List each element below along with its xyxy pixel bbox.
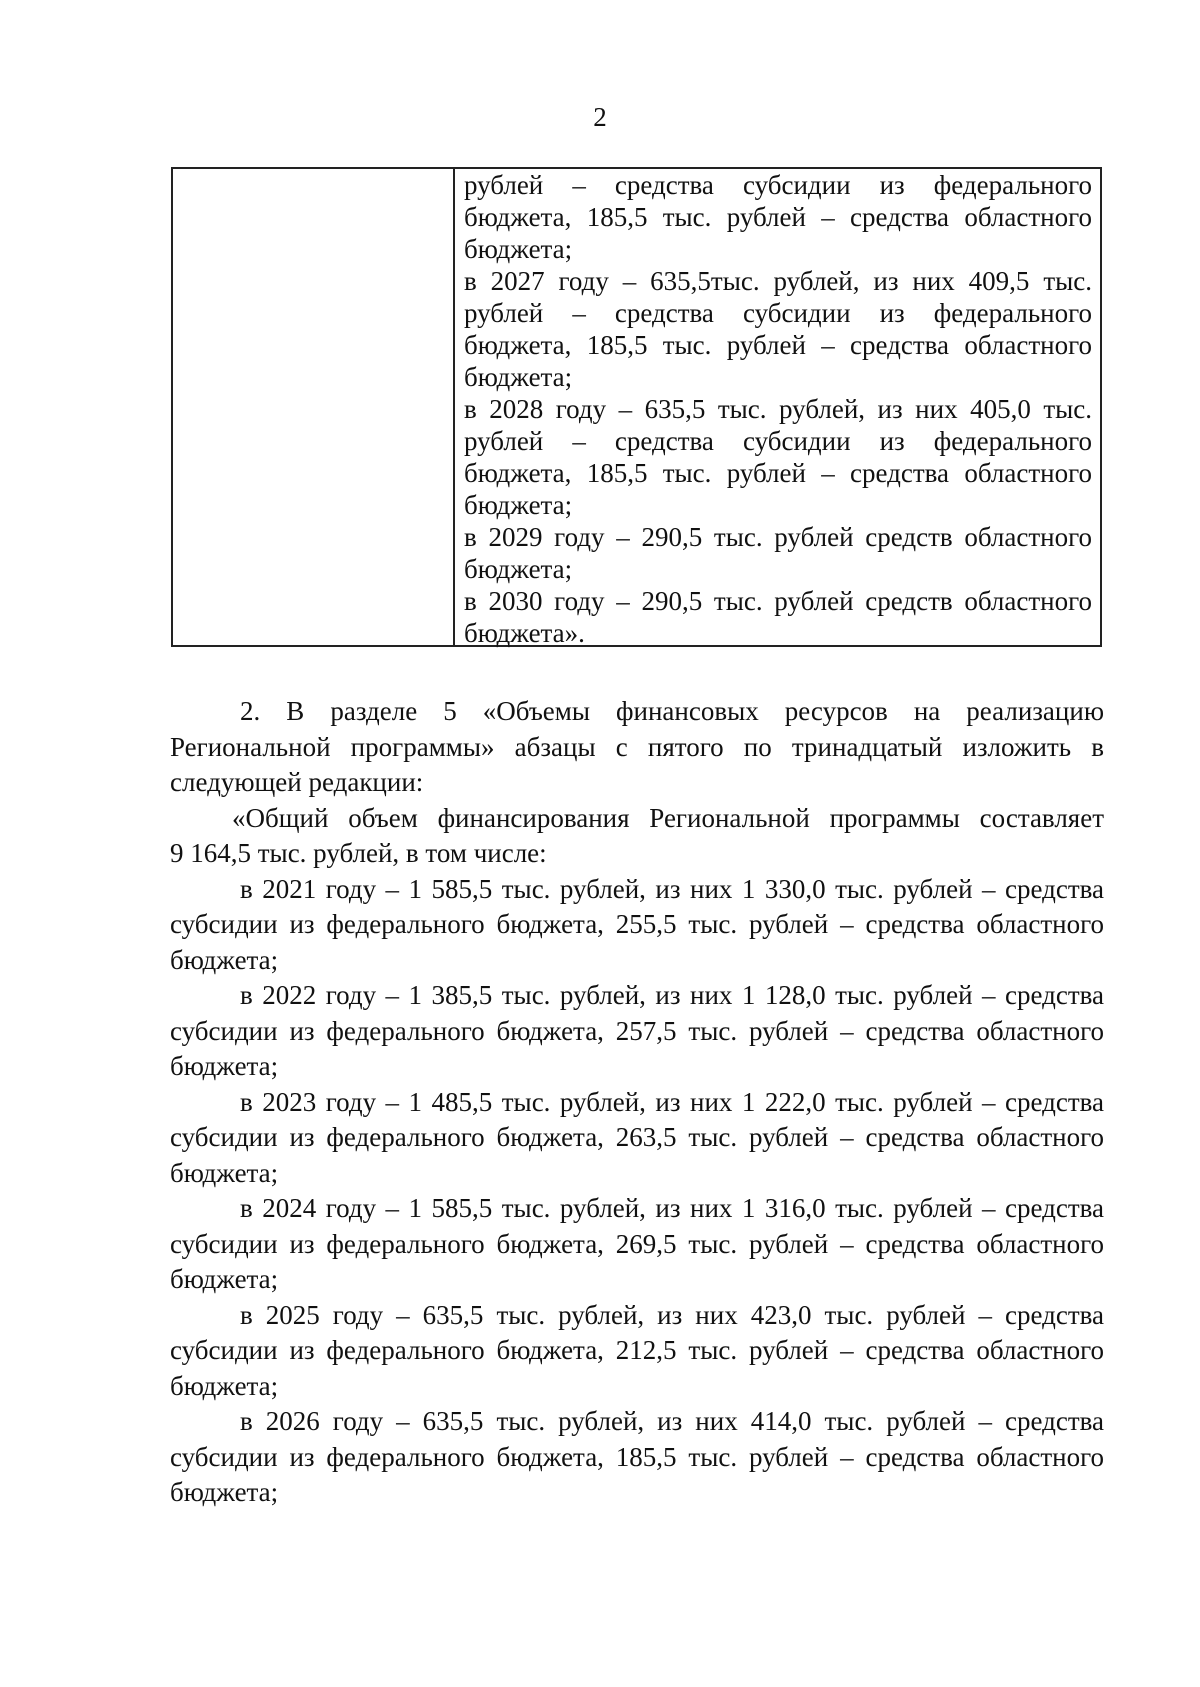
paragraph-line: бюджета; — [170, 1370, 279, 1401]
paragraph-line: следующей редакции: — [170, 767, 424, 797]
paragraph-line: в 2024 году – 1 585,5 тыс. рублей, из них 1 316,0 тыс. рублей – средства — [240, 1193, 1104, 1223]
document-body — [170, 694, 1104, 1511]
paragraph-line: бюджета; — [170, 1477, 279, 1507]
table-text-line: в 2027 году – 635,5тыс. рублей, из них 409,5 тыс. — [464, 266, 1092, 296]
paragraph-line: в 2026 году – 635,5 тыс. рублей, из них 414,0 тыс. рублей – средства — [240, 1406, 1104, 1436]
funding-table — [171, 167, 1102, 647]
paragraph-line: Региональной программы» абзацы с пятого по тринадцатый изложить в — [170, 731, 1104, 762]
page-number: 2 — [593, 102, 607, 132]
table-text-line: рублей – средства субсидии из федерального — [464, 298, 1092, 328]
table-text-line: в 2028 году – 635,5 тыс. рублей, из них 405,0 тыс. — [464, 394, 1092, 424]
table-text-line: бюджета, 185,5 тыс. рублей – средства областного — [464, 330, 1092, 360]
table-left-cell — [173, 169, 455, 645]
paragraph-line: в 2021 году – 1 585,5 тыс. рублей, из них 1 330,0 тыс. рублей – средства — [240, 873, 1104, 904]
paragraph-line: субсидии из федерального бюджета, 263,5 тыс. рублей – средства областного — [170, 1122, 1104, 1152]
paragraph-line: «Общий объем финансирования Региональной программы составляет — [232, 802, 1104, 833]
table-right-cell — [455, 169, 1100, 648]
table-text-line: бюджета; — [464, 554, 573, 584]
paragraph-line: субсидии из федерального бюджета, 257,5 тыс. рублей – средства областного — [170, 1015, 1104, 1046]
paragraph-line: в 2022 году – 1 385,5 тыс. рублей, из них 1 128,0 тыс. рублей – средства — [240, 980, 1104, 1010]
table-text-line: рублей – средства субсидии из федерального — [464, 426, 1092, 456]
table-text-line: бюджета, 185,5 тыс. рублей – средства областного — [464, 458, 1092, 488]
paragraph-line: субсидии из федерального бюджета, 185,5 тыс. рублей – средства областного — [170, 1441, 1104, 1472]
paragraph-line: бюджета; — [170, 1051, 279, 1081]
table-text-line: рублей – средства субсидии из федерального — [464, 170, 1092, 200]
table-text-line: в 2030 году – 290,5 тыс. рублей средств областного — [464, 586, 1092, 616]
paragraph-line: субсидии из федерального бюджета, 212,5 тыс. рублей – средства областного — [170, 1335, 1104, 1365]
paragraph-line: 2. В разделе 5 «Объемы финансовых ресурсов на реализацию — [240, 696, 1104, 726]
paragraph-line: бюджета; — [170, 944, 279, 975]
table-text-line: в 2029 году – 290,5 тыс. рублей средств областного — [464, 522, 1092, 552]
table-text-line: бюджета». — [464, 618, 585, 648]
table-text-line: бюджета; — [464, 362, 573, 392]
paragraph-line: в 2025 году – 635,5 тыс. рублей, из них 423,0 тыс. рублей – средства — [240, 1299, 1104, 1330]
paragraph-line: бюджета; — [170, 1157, 279, 1188]
paragraph-line: субсидии из федерального бюджета, 255,5 тыс. рублей – средства областного — [170, 909, 1104, 939]
table-text-line: бюджета, 185,5 тыс. рублей – средства областного — [464, 202, 1092, 232]
paragraph-line: в 2023 году – 1 485,5 тыс. рублей, из них 1 222,0 тыс. рублей – средства — [240, 1086, 1104, 1117]
paragraph-line: субсидии из федерального бюджета, 269,5 тыс. рублей – средства областного — [170, 1228, 1104, 1259]
table-text-line: бюджета; — [464, 490, 573, 520]
paragraph-line: бюджета; — [170, 1264, 279, 1294]
table-text-line: бюджета; — [464, 234, 573, 264]
paragraph-line: 9 164,5 тыс. рублей, в том числе: — [170, 838, 547, 868]
